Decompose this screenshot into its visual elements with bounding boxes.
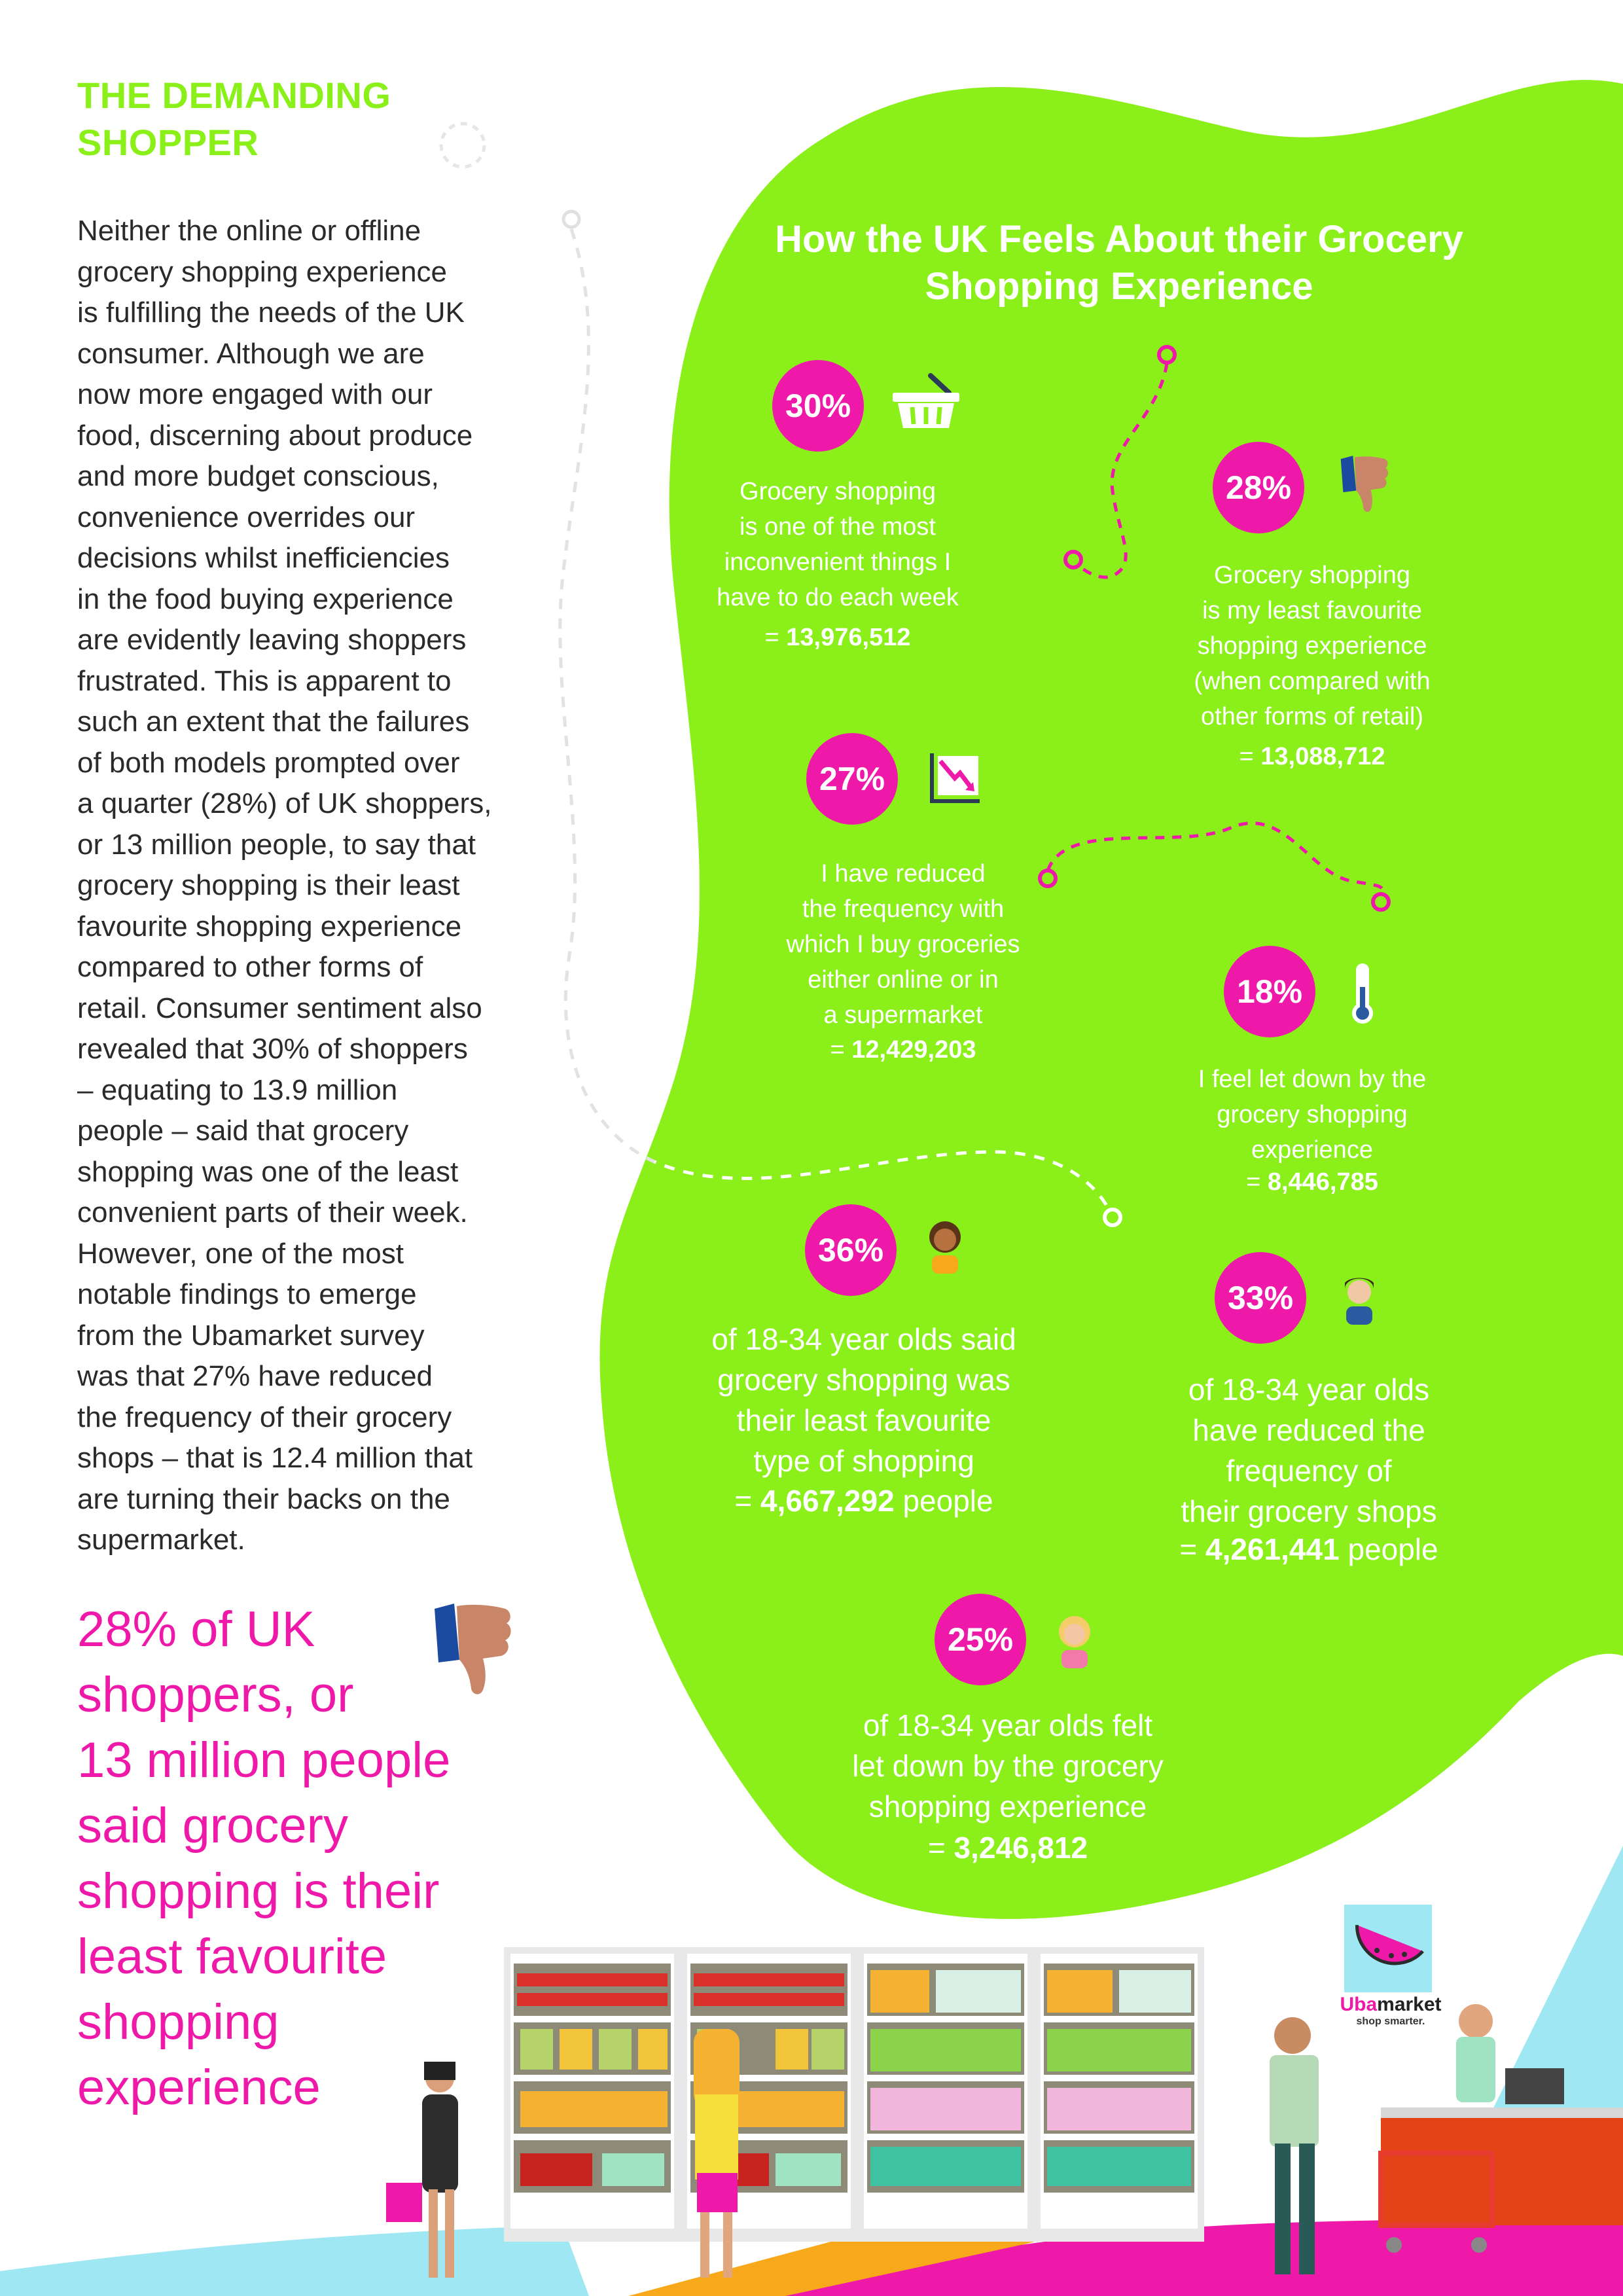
brand-logo-box	[1344, 1905, 1432, 1992]
stat-28-description: Grocery shopping is my least favourite shopping experience (when compared with other forms of retail)	[1194, 562, 1431, 730]
stat-36-description: of 18-34 year olds said grocery shopping was their least favourite type of shopping	[711, 1322, 1016, 1478]
stat-18-value: = 8,446,785	[1246, 1168, 1378, 1196]
stat-25-description: of 18-34 year olds felt let down by the grocery shopping experience	[852, 1708, 1164, 1823]
stat-30-description: Grocery shopping is one of the most inconvenient things I have to do each week	[717, 478, 959, 611]
declining-chart-icon	[926, 749, 982, 805]
stat-25-value: = 3,246,812	[927, 1831, 1088, 1865]
body-text: Neither the online or offline grocery shopping experience is fulfilling the needs of the UK consumer. Although we are now more engaged with our food, discerning about produce and more budget conscious, convenience overrides our decisions whilst inefficiencies in the food buying experience are evidently leaving shoppers frustrated. This is apparent to such an extent that the failures of both models prompted over a quarter (28%) of UK shoppers, or 13 million people, to say that grocery shopping is their least favourite shopping experience compared to other forms of retail. Consumer sentiment also revealed that 30% of shoppers – equating to 13.9 million people – said that grocery shopping was one of the least convenient parts of their week. However, one of the most notable findings to emerge from the Ubamarket survey was that 27% have reduced the frequency of their grocery shops – that is 12.4 million that are turning their backs on the supermarket.	[77, 215, 492, 1556]
thumbs-down-icon	[1338, 455, 1391, 514]
blonde-woman-icon	[1054, 1613, 1096, 1668]
stat-25-badge: 25%	[935, 1594, 1026, 1685]
brand-tagline: shop smarter.	[1356, 2016, 1425, 2027]
thumbs-down-icon	[432, 1602, 514, 1697]
basket-icon	[890, 373, 962, 432]
store-shelves	[504, 1947, 1204, 2242]
cyan-floor-left	[0, 2225, 589, 2296]
young-woman-icon	[924, 1219, 966, 1274]
checkout-counter	[1381, 2108, 1623, 2225]
stat-28-value: = 13,088,712	[1239, 743, 1385, 770]
stat-27-value: = 12,429,203	[830, 1036, 976, 1064]
stat-36-value: = 4,667,292 people	[734, 1484, 993, 1518]
thermometer-icon	[1348, 961, 1377, 1026]
stat-30-badge: 30%	[772, 360, 864, 452]
stat-18-badge: 18%	[1224, 946, 1315, 1037]
watermelon-icon	[1344, 1905, 1432, 1992]
stat-18-description: I feel let down by the grocery shopping experience	[1198, 1066, 1427, 1164]
stat-33-badge: 33%	[1215, 1252, 1306, 1344]
stat-33-value: = 4,261,441 people	[1179, 1532, 1438, 1566]
stat-30-value: = 13,976,512	[764, 624, 911, 651]
brand-name: Ubamarket	[1340, 1994, 1442, 2015]
young-man-icon	[1338, 1270, 1380, 1325]
section-title: THE DEMANDING SHOPPER	[77, 75, 391, 163]
infographic-title: How the UK Feels About their Grocery Shopping Experience	[775, 218, 1463, 308]
stat-27-description: I have reduced the frequency with which I buy groceries either online or in a supermarket	[786, 860, 1020, 1029]
stat-36-badge: 36%	[805, 1204, 897, 1296]
stat-28-badge: 28%	[1213, 442, 1304, 533]
pull-quote: 28% of UK shoppers, or 13 million people said grocery shopping is their least favourite shopping experience	[77, 1602, 451, 2115]
stat-27-badge: 27%	[806, 733, 898, 825]
stat-33-description: of 18-34 year olds have reduced the frequency of their grocery shops	[1181, 1372, 1437, 1528]
